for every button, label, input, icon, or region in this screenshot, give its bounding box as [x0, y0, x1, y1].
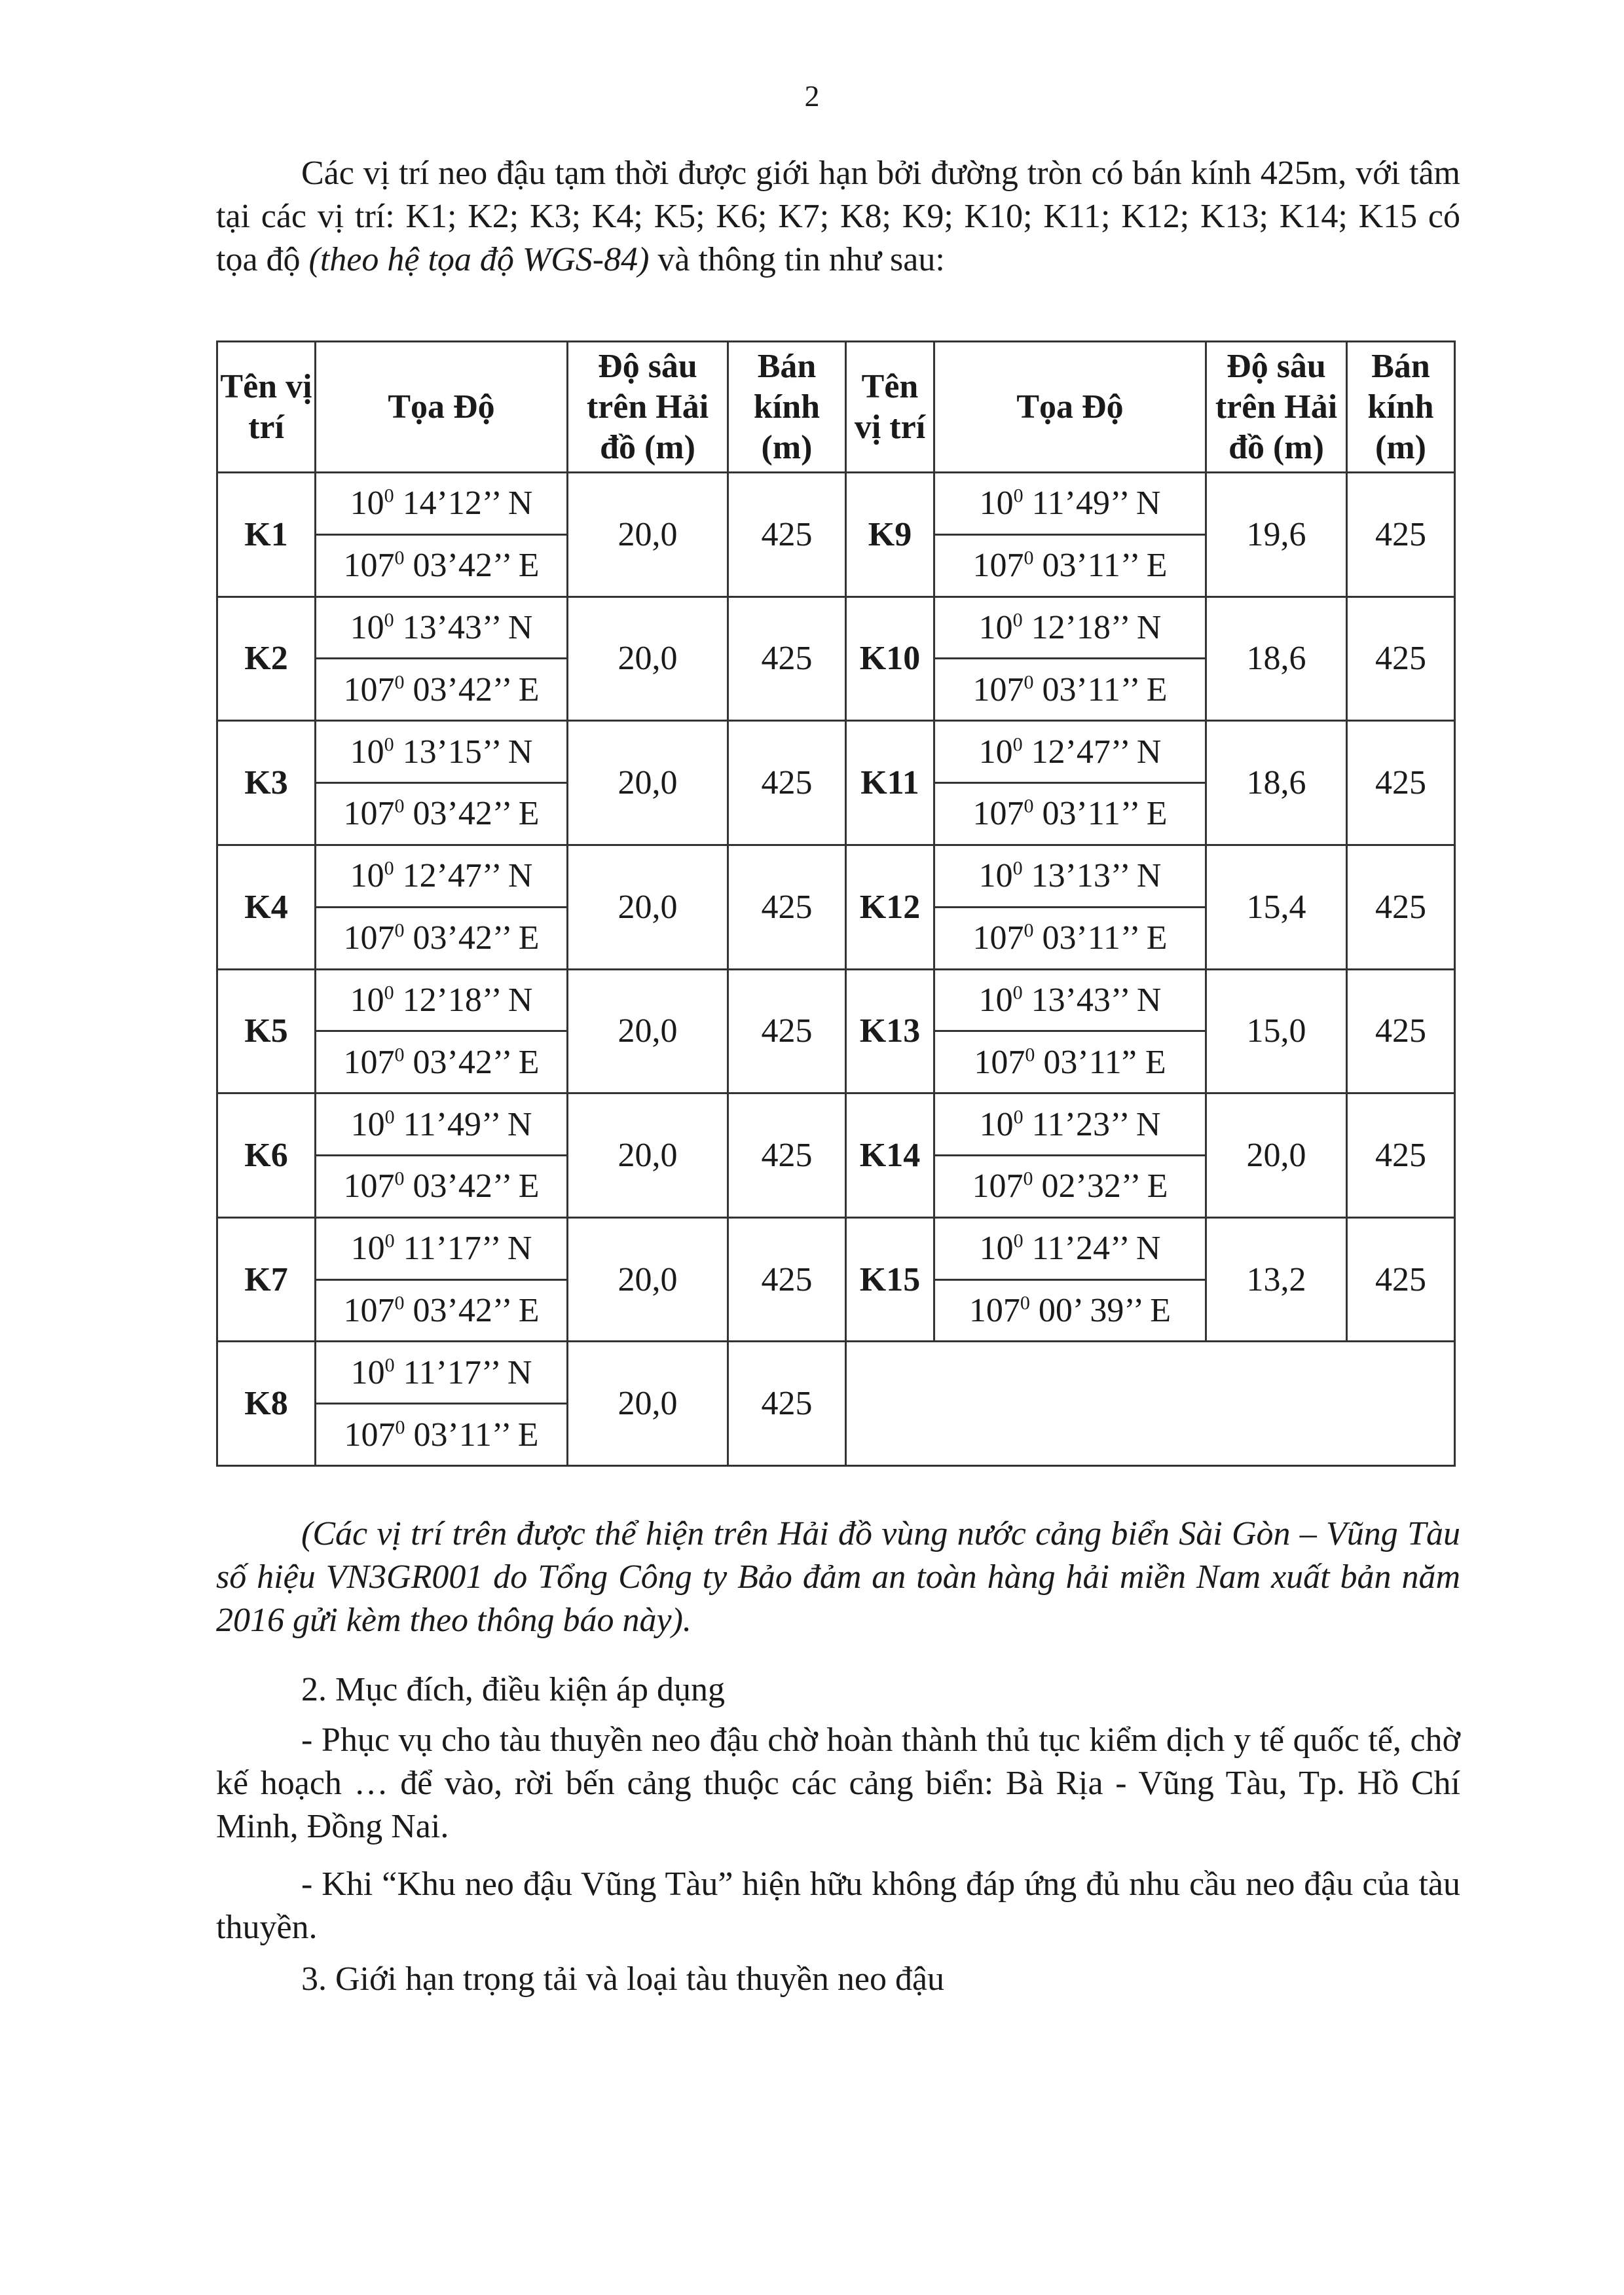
lon-degrees: 107 — [343, 1291, 395, 1329]
lat-degrees: 10 — [350, 1353, 385, 1391]
lon-degrees: 107 — [974, 1043, 1025, 1081]
depth-cell: 20,0 — [568, 1342, 728, 1466]
depth-cell: 20,0 — [568, 1217, 728, 1342]
table-row — [217, 721, 1455, 783]
lon-degrees: 107 — [972, 547, 1024, 585]
longitude-cell — [316, 1279, 568, 1342]
lon-minutes-seconds: 03’42’’ E — [404, 670, 540, 708]
degree-mark: 0 — [1020, 1292, 1030, 1314]
latitude-cell — [316, 473, 568, 535]
position-name: K13 — [846, 969, 934, 1093]
lon-degrees: 107 — [343, 670, 395, 708]
degree-mark: 0 — [1012, 857, 1023, 879]
position-name: K14 — [846, 1093, 934, 1218]
lat-degrees: 10 — [978, 733, 1013, 771]
table-header-row — [217, 342, 1455, 473]
lon-minutes-seconds: 03’42’’ E — [404, 795, 540, 833]
header-coords: Tọa Độ — [316, 342, 568, 473]
latitude-cell — [316, 597, 568, 659]
radius-cell: 425 — [728, 1342, 846, 1466]
latitude-cell — [316, 721, 568, 783]
longitude-cell — [934, 1279, 1206, 1342]
chart-reference-note: (Các vị trí trên được thể hiện trên Hải đồ vùng nước cảng biển Sài Gòn – Vũng Tàu số hiệu VN3GR001 do Tổng Công ty Bảo đảm an toàn hàng hải miền Nam xuất bản năm 2016 gửi kèm theo thông báo này). — [216, 1515, 1460, 1639]
degree-mark: 0 — [1023, 1168, 1033, 1190]
longitude-cell — [316, 534, 568, 597]
radius-cell: 425 — [1347, 1093, 1455, 1218]
radius-cell: 425 — [1347, 845, 1455, 969]
degree-mark: 0 — [394, 1168, 405, 1190]
lon-minutes-seconds: 02’32’’ E — [1033, 1167, 1168, 1205]
lat-degrees: 10 — [350, 981, 384, 1019]
latitude-cell — [316, 1342, 568, 1404]
section-2-bullet-2: - Khi “Khu neo đậu Vũng Tàu” hiện hữu không đáp ứng đủ nhu cầu neo đậu của tàu thuyền. — [216, 1865, 1460, 1946]
degree-mark: 0 — [384, 982, 394, 1004]
latitude-cell — [934, 597, 1206, 659]
lon-degrees: 107 — [972, 919, 1024, 957]
lon-minutes-seconds: 03’42’’ E — [404, 1291, 540, 1329]
degree-mark: 0 — [395, 1416, 405, 1439]
degree-mark: 0 — [384, 1354, 395, 1376]
header-depth: Độ sâu trên Hải đồ (m) — [568, 342, 728, 473]
depth-cell: 18,6 — [1206, 721, 1347, 845]
lat-minutes-seconds: 13’43’’ N — [1022, 981, 1162, 1019]
radius-cell: 425 — [728, 721, 846, 845]
lon-minutes-seconds: 03’42’’ E — [404, 1167, 540, 1205]
lat-degrees: 10 — [350, 857, 384, 895]
lat-minutes-seconds: 12’18’’ N — [394, 981, 533, 1019]
lat-minutes-seconds: 14’12’’ N — [394, 485, 533, 523]
lat-degrees: 10 — [350, 1105, 385, 1143]
degree-mark: 0 — [394, 1044, 405, 1066]
anchorage-positions-table — [216, 340, 1456, 1467]
degree-mark: 0 — [1013, 485, 1024, 507]
lon-minutes-seconds: 03’11’’ E — [1033, 547, 1168, 585]
latitude-cell — [316, 845, 568, 907]
degree-mark: 0 — [394, 671, 405, 693]
header-depth-2: Độ sâu trên Hải đồ (m) — [1206, 342, 1347, 473]
lat-degrees: 10 — [979, 485, 1014, 523]
radius-cell: 425 — [1347, 1217, 1455, 1342]
degree-mark: 0 — [1013, 1230, 1024, 1252]
position-name: K10 — [846, 597, 934, 721]
table-body — [217, 473, 1455, 1466]
table-row — [217, 845, 1455, 907]
degree-mark: 0 — [1024, 796, 1034, 818]
position-name: K9 — [846, 473, 934, 597]
intro-text: Các vị trí neo đậu tạm thời được giới hạn bởi đường tròn có bán kính 425m, với tâm tại các vị trí: K1; K2; K3; K4; K5; K6; K7; K8; K9; K10; K11; K12; K13; K14; K15 có tọa độ — [216, 155, 1460, 278]
lon-degrees: 107 — [972, 670, 1024, 708]
intro-text-end: và thông tin như sau: — [649, 241, 945, 278]
degree-mark: 0 — [394, 547, 405, 569]
lon-degrees: 107 — [343, 1167, 395, 1205]
lon-degrees: 107 — [972, 795, 1024, 833]
degree-mark: 0 — [1024, 547, 1034, 569]
position-name: K12 — [846, 845, 934, 969]
degree-mark: 0 — [394, 796, 405, 818]
degree-mark: 0 — [1012, 982, 1023, 1004]
table-row — [217, 473, 1455, 535]
latitude-cell — [316, 969, 568, 1031]
radius-cell: 425 — [1347, 721, 1455, 845]
position-name: K15 — [846, 1217, 934, 1342]
depth-cell: 13,2 — [1206, 1217, 1347, 1342]
depth-cell: 20,0 — [568, 597, 728, 721]
degree-mark: 0 — [384, 485, 394, 507]
lon-minutes-seconds: 03’11’’ E — [405, 1416, 539, 1454]
degree-mark: 0 — [1025, 1044, 1035, 1066]
radius-cell: 425 — [728, 969, 846, 1093]
lat-degrees: 10 — [979, 1105, 1014, 1143]
longitude-cell — [934, 1155, 1206, 1217]
lon-degrees: 107 — [344, 1416, 396, 1454]
position-name: K5 — [217, 969, 316, 1093]
table-row — [217, 597, 1455, 659]
lat-minutes-seconds: 13’43’’ N — [394, 609, 533, 647]
degree-mark: 0 — [1012, 609, 1023, 631]
longitude-cell — [316, 783, 568, 845]
degree-mark: 0 — [384, 857, 394, 879]
lat-degrees: 10 — [978, 609, 1013, 647]
intro-coordinate-system: (theo hệ tọa độ WGS-84) — [308, 241, 650, 278]
position-name: K11 — [846, 721, 934, 845]
longitude-cell — [934, 783, 1206, 845]
depth-cell: 20,0 — [568, 1093, 728, 1218]
header-name-2: Tên vị trí — [846, 342, 934, 473]
lat-minutes-seconds: 11’49’’ N — [1023, 485, 1161, 523]
latitude-cell — [316, 1217, 568, 1279]
position-name: K8 — [217, 1342, 316, 1466]
table-row — [217, 969, 1455, 1031]
depth-cell: 20,0 — [1206, 1093, 1347, 1218]
degree-mark: 0 — [384, 1230, 395, 1252]
radius-cell: 425 — [1347, 473, 1455, 597]
empty-cell — [846, 1342, 1455, 1466]
depth-cell: 18,6 — [1206, 597, 1347, 721]
header-coords-2: Tọa Độ — [934, 342, 1206, 473]
longitude-cell — [934, 534, 1206, 597]
lon-minutes-seconds: 03’11’’ E — [1033, 670, 1168, 708]
latitude-cell — [316, 1093, 568, 1156]
table-row — [217, 1093, 1455, 1156]
lon-degrees: 107 — [972, 1167, 1024, 1205]
depth-cell: 15,4 — [1206, 845, 1347, 969]
degree-mark: 0 — [384, 733, 394, 756]
position-name: K2 — [217, 597, 316, 721]
longitude-cell — [316, 907, 568, 969]
table-row — [217, 1342, 1455, 1404]
longitude-cell — [316, 1031, 568, 1093]
lat-degrees: 10 — [978, 857, 1013, 895]
degree-mark: 0 — [394, 1292, 405, 1314]
page-number: 2 — [804, 79, 820, 113]
depth-cell: 15,0 — [1206, 969, 1347, 1093]
radius-cell: 425 — [728, 845, 846, 969]
longitude-cell — [934, 907, 1206, 969]
degree-mark: 0 — [1013, 1106, 1024, 1128]
header-radius: Bán kính (m) — [728, 342, 846, 473]
depth-cell: 20,0 — [568, 845, 728, 969]
longitude-cell — [934, 659, 1206, 721]
longitude-cell — [316, 1155, 568, 1217]
lat-minutes-seconds: 13’15’’ N — [394, 733, 533, 771]
lat-degrees: 10 — [350, 1230, 385, 1268]
position-name: K7 — [217, 1217, 316, 1342]
latitude-cell — [934, 1217, 1206, 1279]
position-name: K3 — [217, 721, 316, 845]
table-row — [217, 1217, 1455, 1279]
radius-cell: 425 — [728, 1093, 846, 1218]
header-radius-2: Bán kính (m) — [1347, 342, 1455, 473]
degree-mark: 0 — [394, 919, 405, 942]
lat-minutes-seconds: 11’23’’ N — [1023, 1105, 1161, 1143]
lon-degrees: 107 — [343, 919, 395, 957]
radius-cell: 425 — [1347, 597, 1455, 721]
lon-degrees: 107 — [343, 547, 395, 585]
depth-cell: 20,0 — [568, 969, 728, 1093]
lat-degrees: 10 — [350, 485, 384, 523]
lat-minutes-seconds: 11’17’’ N — [394, 1230, 532, 1268]
latitude-cell — [934, 473, 1206, 535]
lat-minutes-seconds: 11’49’’ N — [394, 1105, 532, 1143]
depth-cell: 20,0 — [568, 473, 728, 597]
header-name: Tên vị trí — [217, 342, 316, 473]
lon-minutes-seconds: 03’42’’ E — [404, 547, 540, 585]
lon-degrees: 107 — [343, 1043, 395, 1081]
degree-mark: 0 — [1024, 919, 1034, 942]
radius-cell: 425 — [728, 473, 846, 597]
position-name: K1 — [217, 473, 316, 597]
lat-degrees: 10 — [350, 733, 384, 771]
lat-degrees: 10 — [350, 609, 384, 647]
latitude-cell — [934, 969, 1206, 1031]
longitude-cell — [316, 1404, 568, 1466]
lat-degrees: 10 — [979, 1230, 1014, 1268]
degree-mark: 0 — [384, 1106, 395, 1128]
lat-minutes-seconds: 13’13’’ N — [1022, 857, 1162, 895]
depth-cell: 19,6 — [1206, 473, 1347, 597]
section-2-heading: 2. Mục đích, điều kiện áp dụng — [301, 1671, 725, 1708]
lat-minutes-seconds: 12’47’’ N — [1022, 733, 1162, 771]
radius-cell: 425 — [728, 1217, 846, 1342]
lat-minutes-seconds: 11’24’’ N — [1023, 1230, 1161, 1268]
position-name: K4 — [217, 845, 316, 969]
lon-degrees: 107 — [343, 795, 395, 833]
depth-cell: 20,0 — [568, 721, 728, 845]
section-2-bullet-1: - Phục vụ cho tàu thuyền neo đậu chờ hoàn thành thủ tục kiểm dịch y tế quốc tế, chờ kế hoạch … để vào, rời bến cảng thuộc các cảng biển: Bà Rịa - Vũng Tàu, Tp. Hồ Chí Minh, Đồng Nai. — [216, 1721, 1460, 1845]
lat-minutes-seconds: 11’17’’ N — [394, 1353, 532, 1391]
lon-minutes-seconds: 03’11’’ E — [1033, 795, 1168, 833]
degree-mark: 0 — [1024, 671, 1034, 693]
radius-cell: 425 — [728, 597, 846, 721]
latitude-cell — [934, 1093, 1206, 1156]
lat-minutes-seconds: 12’18’’ N — [1022, 609, 1162, 647]
lon-minutes-seconds: 03’42’’ E — [404, 919, 540, 957]
degree-mark: 0 — [1012, 733, 1023, 756]
lon-minutes-seconds: 03’11” E — [1035, 1043, 1166, 1081]
lat-minutes-seconds: 12’47’’ N — [394, 857, 533, 895]
degree-mark: 0 — [384, 609, 394, 631]
lon-minutes-seconds: 00’ 39’’ E — [1029, 1291, 1172, 1329]
lon-minutes-seconds: 03’42’’ E — [404, 1043, 540, 1081]
position-name: K6 — [217, 1093, 316, 1218]
latitude-cell — [934, 845, 1206, 907]
lon-minutes-seconds: 03’11’’ E — [1033, 919, 1168, 957]
section-3-heading: 3. Giới hạn trọng tải và loại tàu thuyền neo đậu — [301, 1960, 945, 1998]
lon-degrees: 107 — [969, 1291, 1020, 1329]
radius-cell: 425 — [1347, 969, 1455, 1093]
latitude-cell — [934, 721, 1206, 783]
intro-paragraph — [216, 152, 1460, 282]
lat-degrees: 10 — [978, 981, 1013, 1019]
longitude-cell — [316, 659, 568, 721]
longitude-cell — [934, 1031, 1206, 1093]
